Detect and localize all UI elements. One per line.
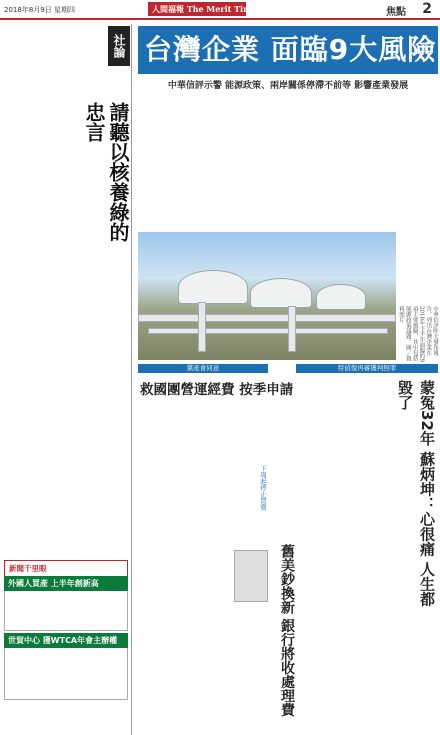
news-brief-item-headline: 世貿中心 獲WTCA年會主辦權 xyxy=(4,633,128,648)
news-brief-box xyxy=(4,560,128,700)
article-headline: 舊美鈔換新 銀行將收處理費 xyxy=(279,544,295,717)
feature-body-block xyxy=(138,96,438,226)
article-subheading: 下周起停止買賣 xyxy=(259,465,267,511)
editorial-body-block xyxy=(4,264,128,554)
issue-date: 2018年8月9日 星期四 xyxy=(4,6,75,14)
article-body-block xyxy=(226,610,270,732)
section-band: 特偵復再審獲判無罪 xyxy=(296,364,438,373)
article-headline: 救國團營運經費 按季申請 xyxy=(140,382,294,398)
photo-caption: 中華信評昨天發布報告，列出台灣企業在2018年下半年面臨的9項主要風險，其中包括能源政策議題。圖／資料照片 xyxy=(398,306,438,362)
feature-headline: 台灣企業 面臨9大風險 xyxy=(144,33,437,66)
editorial-body-block xyxy=(4,28,104,208)
article-headline: 蒙冤32年 蘇炳坤：心很痛 人生都毀了 xyxy=(396,380,436,607)
page-number: 2 xyxy=(422,1,432,17)
news-brief-item-headline: 外國人買產 上半年創新高 xyxy=(4,576,128,591)
news-brief-item-body xyxy=(4,648,128,700)
inset-photo xyxy=(234,550,268,602)
editorial-tag: 社論 xyxy=(108,26,130,66)
article-body-block xyxy=(296,378,412,542)
newspaper-logo: 人間福報 The Merit Times xyxy=(148,2,246,16)
page-header xyxy=(0,0,440,20)
feature-subheadline: 中華信評示警 能源政策、兩岸關係停滯不前等 影響產業發展 xyxy=(167,81,409,91)
editorial-title: 請聽以核養綠的忠言 xyxy=(82,102,130,242)
feature-banner xyxy=(138,26,438,74)
news-brief-heading: 新聞千里眼 xyxy=(4,560,128,576)
section-band: 黨產會同意 xyxy=(138,364,268,373)
news-brief-item-body xyxy=(4,591,128,631)
section-name: 焦點 xyxy=(386,7,406,18)
feature-photo xyxy=(138,232,396,360)
feature-body-block xyxy=(400,232,438,302)
article-body-block xyxy=(300,548,436,732)
